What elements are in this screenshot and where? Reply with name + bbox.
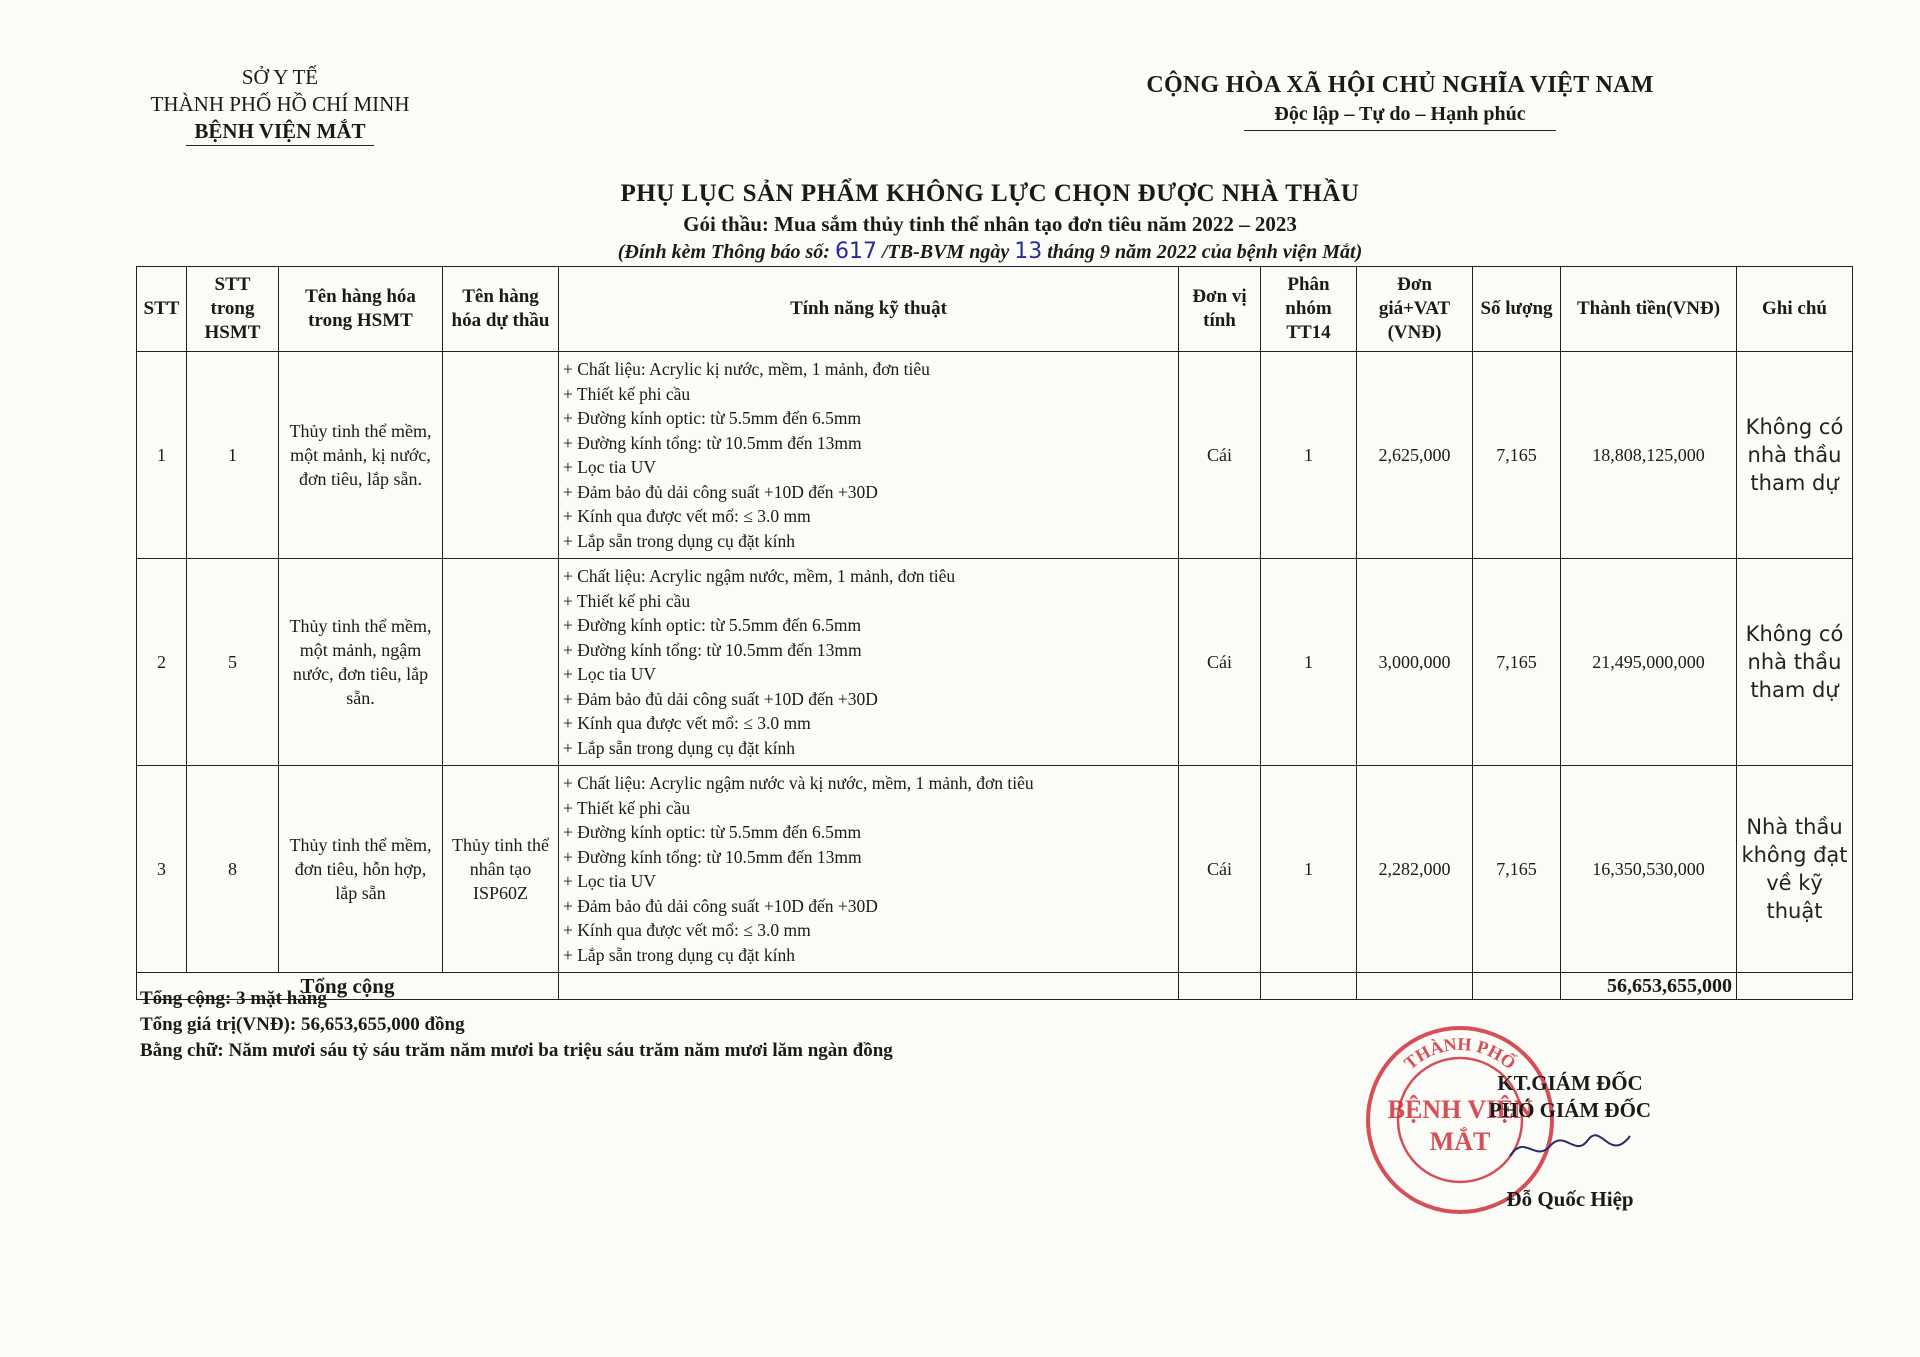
spec-line: + Lọc tia UV [563, 871, 656, 891]
handwritten-signature [1500, 1128, 1640, 1168]
cell-specs [559, 766, 1179, 973]
col-header-group: Phân nhóm TT14 [1261, 267, 1357, 352]
spec-line: + Chất liệu: Acrylic ngậm nước, mềm, 1 mảnh, đơn tiêu [563, 566, 956, 586]
national-header [1140, 72, 1660, 131]
spec-line: + Đảm bảo đủ dải công suất +10D đến +30D [563, 688, 878, 709]
total-label: Tổng cộng [137, 973, 559, 1000]
spec-line: + Kính qua được vết mổ: ≤ 3.0 mm [563, 713, 811, 733]
col-header-stt: STT [137, 267, 187, 352]
cell-qty: 7,165 [1473, 559, 1561, 766]
cell-group: 1 [1261, 766, 1357, 973]
cell-specs [559, 559, 1179, 766]
stamp-arc-text: THÀNH PHỐ [1400, 1033, 1520, 1074]
table-row [137, 352, 1853, 559]
spec-line: + Lọc tia UV [563, 457, 656, 477]
cell-price: 2,282,000 [1357, 766, 1473, 973]
cell-note: Không có nhà thầu tham dự [1737, 352, 1853, 559]
notice-day: 13 [1014, 239, 1043, 264]
cell-amount: 16,350,530,000 [1561, 766, 1737, 973]
cell-unit: Cái [1179, 559, 1261, 766]
spec-line: + Đường kính optic: từ 5.5mm đến 6.5mm [563, 615, 862, 635]
signer-name: Đỗ Quốc Hiệp [1506, 1187, 1634, 1211]
cell-stt: 3 [137, 766, 187, 973]
summary-in-words: Bằng chữ: Năm mươi sáu tỷ sáu trăm năm mươi ba triệu sáu trăm năm mươi lăm ngàn đồng [140, 1040, 893, 1061]
col-header-stt-hsmt: STT trong HSMT [187, 267, 279, 352]
stamp-center-line-2: MẮT [1429, 1127, 1491, 1156]
cell-stt: 2 [137, 559, 187, 766]
cell-stt-hsmt: 8 [187, 766, 279, 973]
issuer-block [130, 64, 430, 146]
col-header-qty: Số lượng [1473, 267, 1561, 352]
col-header-bid-name: Tên hàng hóa dự thầu [443, 267, 559, 352]
spec-line: + Thiết kế phi cầu [563, 590, 691, 611]
cell-price: 2,625,000 [1357, 352, 1473, 559]
issuer-line-1: SỞ Y TẾ [241, 65, 319, 89]
spec-line: + Lắp sẵn trong dụng cụ đặt kính [563, 530, 795, 551]
document-title: PHỤ LỤC SẢN PHẨM KHÔNG LỰC CHỌN ĐƯỢC NHÀ THẦU [620, 180, 1360, 207]
spec-line: + Lắp sẵn trong dụng cụ đặt kính [563, 737, 795, 758]
table-row [137, 559, 1853, 766]
spec-line: + Lọc tia UV [563, 664, 656, 684]
cell-name: Thủy tinh thể mềm, một mảnh, kị nước, đơn tiêu, lắp sẵn. [279, 352, 443, 559]
stamp-center-line-1: BỆNH VIỆN [1387, 1095, 1533, 1124]
summary-block [140, 986, 893, 1064]
attachment-suffix: tháng 9 năm 2022 của bệnh viện Mắt) [1047, 241, 1363, 263]
total-empty-cell [1261, 973, 1357, 1000]
cell-qty: 7,165 [1473, 352, 1561, 559]
cell-stt-hsmt: 1 [187, 352, 279, 559]
cell-price: 3,000,000 [1357, 559, 1473, 766]
cell-note: Nhà thầu không đạt về kỹ thuật [1737, 766, 1853, 973]
table-row [137, 766, 1853, 973]
col-header-price: Đơn giá+VAT (VNĐ) [1357, 267, 1473, 352]
republic-name: CỘNG HÒA XÃ HỘI CHỦ NGHĨA VIỆT NAM [1146, 72, 1654, 98]
spec-line: + Đường kính tổng: từ 10.5mm đến 13mm [563, 639, 862, 660]
col-header-unit: Đơn vị tính [1179, 267, 1261, 352]
spec-line: + Đường kính optic: từ 5.5mm đến 6.5mm [563, 822, 862, 842]
cell-specs [559, 352, 1179, 559]
product-table [136, 266, 1853, 1000]
cell-qty: 7,165 [1473, 766, 1561, 973]
spec-line: + Thiết kế phi cầu [563, 383, 691, 404]
spec-line: + Kính qua được vết mổ: ≤ 3.0 mm [563, 506, 811, 526]
col-header-specs: Tính năng kỹ thuật [559, 267, 1179, 352]
spec-line: + Chất liệu: Acrylic ngậm nước và kị nước, mềm, 1 mảnh, đơn tiêu [563, 773, 1034, 793]
cell-note: Không có nhà thầu tham dự [1737, 559, 1853, 766]
cell-amount: 18,808,125,000 [1561, 352, 1737, 559]
cell-unit: Cái [1179, 352, 1261, 559]
cell-bid-name [443, 559, 559, 766]
summary-count: Tổng cộng: 3 mặt hàng [140, 988, 327, 1009]
spec-line: + Đảm bảo đủ dải công suất +10D đến +30D [563, 895, 878, 916]
cell-name: Thủy tinh thể mềm, một mảnh, ngậm nước, đơn tiêu, lắp sẵn. [279, 559, 443, 766]
total-empty-cell [1357, 973, 1473, 1000]
cell-name: Thủy tinh thể mềm, đơn tiêu, hỗn hợp, lắp sẵn [279, 766, 443, 973]
attachment-line [480, 239, 1500, 264]
spec-line: + Chất liệu: Acrylic kị nước, mềm, 1 mảnh, đơn tiêu [563, 359, 930, 379]
col-header-amount: Thành tiền(VNĐ) [1561, 267, 1737, 352]
total-empty-cell [1473, 973, 1561, 1000]
cell-bid-name: Thủy tinh thể nhân tạo ISP60Z [443, 766, 559, 973]
spec-line: + Thiết kế phi cầu [563, 797, 691, 818]
spec-line: + Đảm bảo đủ dải công suất +10D đến +30D [563, 481, 878, 502]
national-motto: Độc lập – Tự do – Hạnh phúc [1244, 103, 1555, 131]
total-amount: 56,653,655,000 [1561, 973, 1737, 1000]
table-header-row [137, 267, 1853, 352]
spec-line: + Đường kính optic: từ 5.5mm đến 6.5mm [563, 408, 862, 428]
total-empty-cell [1737, 973, 1853, 1000]
summary-value: Tổng giá trị(VNĐ): 56,653,655,000 đồng [140, 1014, 465, 1035]
spec-line: + Đường kính tổng: từ 10.5mm đến 13mm [563, 846, 862, 867]
cell-group: 1 [1261, 559, 1357, 766]
col-header-note: Ghi chú [1737, 267, 1853, 352]
attachment-mid: /TB-BVM ngày [881, 241, 1010, 263]
signature-line-1: KT.GIÁM ĐỐC [1497, 1071, 1643, 1095]
cell-amount: 21,495,000,000 [1561, 559, 1737, 766]
signature-line-2: PHÓ GIÁM ĐỐC [1488, 1098, 1652, 1122]
package-title: Gói thầu: Mua sắm thủy tinh thể nhân tạo đơn tiêu năm 2022 – 2023 [683, 212, 1297, 236]
signature-block [1400, 1070, 1740, 1213]
cell-unit: Cái [1179, 766, 1261, 973]
spec-line: + Kính qua được vết mổ: ≤ 3.0 mm [563, 920, 811, 940]
cell-bid-name [443, 352, 559, 559]
spec-line: + Lắp sẵn trong dụng cụ đặt kính [563, 944, 795, 965]
spec-line: + Đường kính tổng: từ 10.5mm đến 13mm [563, 432, 862, 453]
issuer-line-2: THÀNH PHỐ HỒ CHÍ MINH [150, 92, 410, 116]
attachment-prefix: (Đính kèm Thông báo số: [617, 241, 830, 263]
col-header-name-hsmt: Tên hàng hóa trong HSMT [279, 267, 443, 352]
cell-stt: 1 [137, 352, 187, 559]
notice-number: 617 [834, 239, 877, 264]
cell-stt-hsmt: 5 [187, 559, 279, 766]
title-block [480, 180, 1500, 264]
total-empty-cell [1179, 973, 1261, 1000]
issuer-line-3: BỆNH VIỆN MẮT [186, 118, 373, 146]
cell-group: 1 [1261, 352, 1357, 559]
